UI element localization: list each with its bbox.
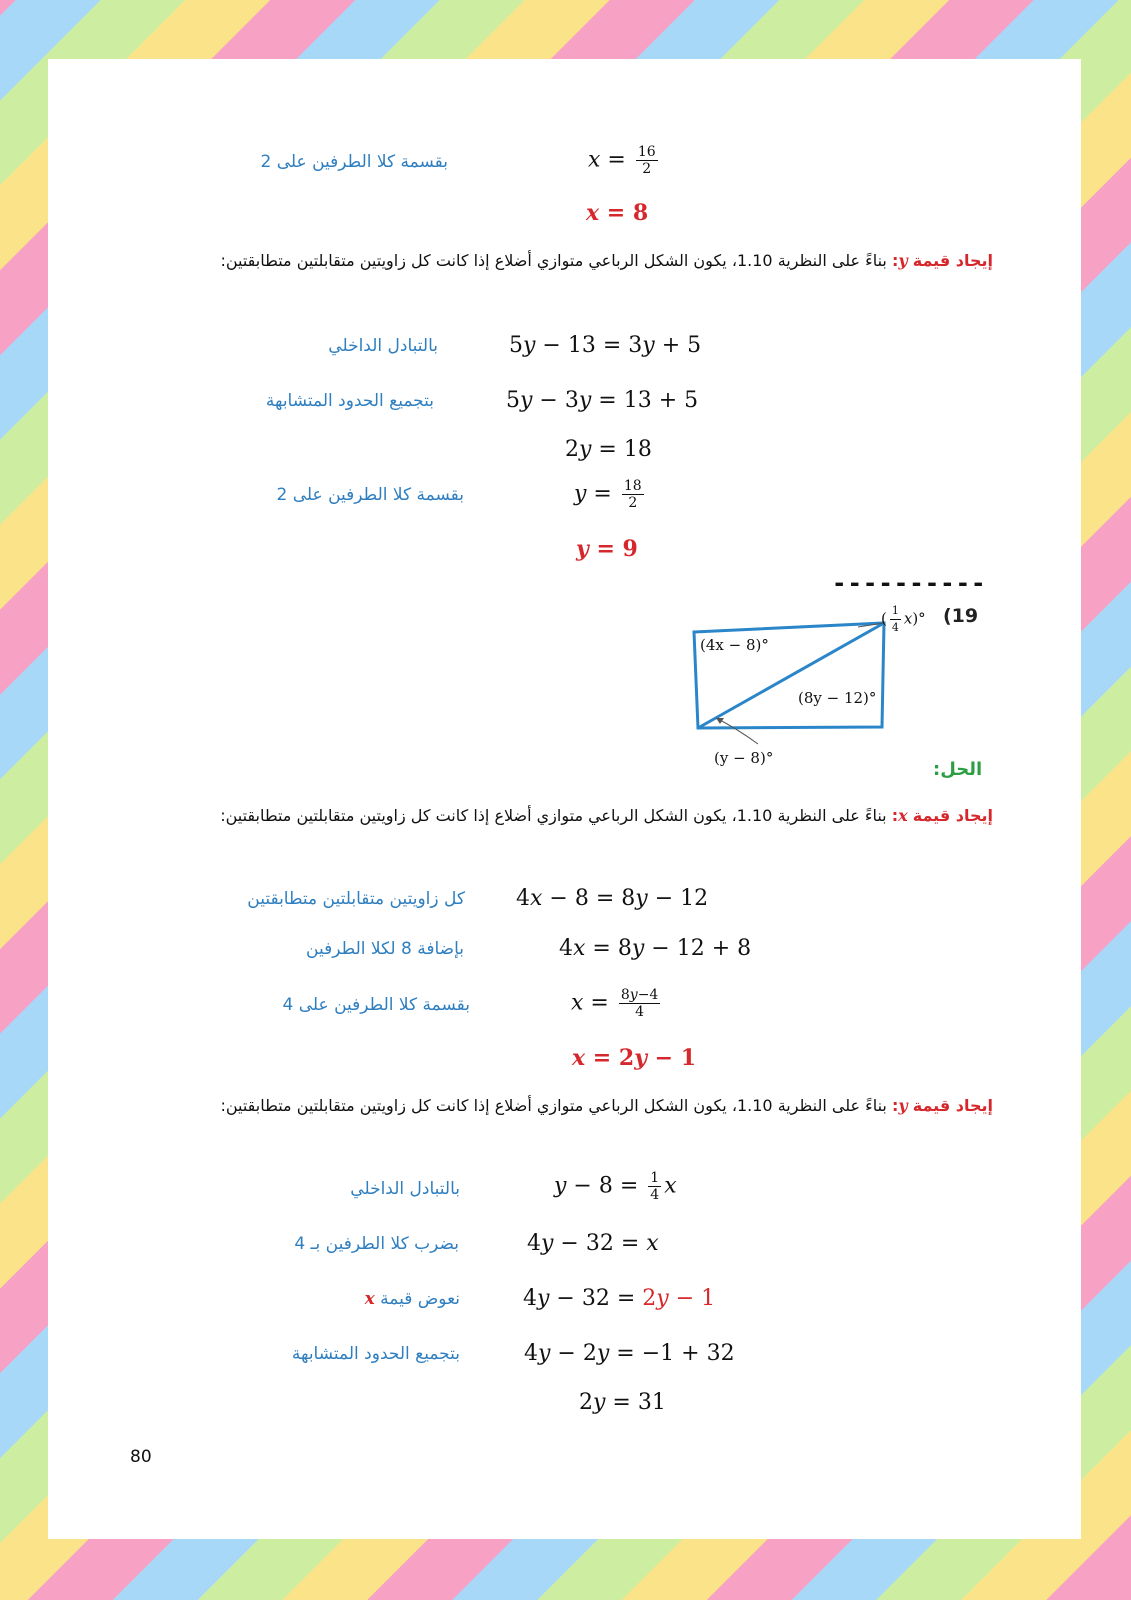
angle-label-quarter-x: ( $\frac{1}{4}$ x)° (881, 604, 926, 634)
equation-2y-31: 2y = 31 (579, 1390, 666, 1415)
quarter-var: x (903, 609, 913, 628)
equation-x-8y-4-over-4: x = $\frac{8y-4}{4}$ (571, 987, 659, 1020)
question-number: (19 (943, 605, 979, 627)
theorem-text: بناءً على النظرية 1.10، يكون الشكل الرباعي متوازي أضلاع إذا كانت كل زاويتين متقابلتين متطابقتين: (220, 806, 887, 825)
quarter-num: 1 (890, 603, 901, 620)
note-alt-interior-1: بالتبادل الداخلي (328, 336, 438, 356)
note-collect-like-1: بتجميع الحدود المتشابهة (265, 391, 434, 411)
angle-label-y-8: (y − 8)° (714, 749, 774, 767)
theorem-text: بناءً على النظرية 1.10، يكون الشكل الرباعي متوازي أضلاع إذا كانت كل زاويتين متقابلتين متطابقتين: (220, 251, 887, 270)
note-collect-like-2: بتجميع الحدود المتشابهة (291, 1344, 460, 1364)
variable-x: x (898, 806, 908, 825)
find-value-label: إيجاد قيمة (912, 806, 993, 825)
equation-4y-2y: 4y − 2y = −1 + 32 (524, 1341, 735, 1366)
equation-4y-32-2y-1: 4y − 32 = 2y − 1 (523, 1286, 716, 1311)
equation-x-16-over-2: x = $\frac{16}{2}$ (588, 144, 656, 177)
note-multiply-by-4: بضرب كلا الطرفين بـ 4 (294, 1234, 459, 1254)
equation-y-8-quarter-x: y − 8 = $\frac{1}{4}$ x (554, 1170, 677, 1203)
note-divide-by-2: بقسمة كلا الطرفين على 2 (260, 152, 448, 172)
equation-4x-8: 4x − 8 = 8y − 12 (516, 886, 709, 911)
note-substitute-x (140, 1289, 460, 1309)
find-value-label: إيجاد قيمة (912, 251, 993, 270)
substitute-text: نعوض قيمة (380, 1289, 460, 1309)
note-divide-by-2b: بقسمة كلا الطرفين على 2 (276, 485, 464, 505)
substitute-var-x: x (364, 1289, 375, 1309)
equation-4y-32-x: 4y − 32 = x (527, 1231, 659, 1256)
result-y-9: y = 9 (576, 536, 638, 562)
colon: : (891, 806, 899, 825)
equation-5y-3y: 5y − 3y = 13 + 5 (506, 388, 699, 413)
equation-y-18-over-2: y = $\frac{18}{2}$ (574, 478, 642, 511)
equation-4x-8y-12-8: 4x = 8y − 12 + 8 (559, 936, 752, 961)
variable-y: y (898, 1096, 908, 1115)
theorem-text: بناءً على النظرية 1.10، يكون الشكل الرباعي متوازي أضلاع إذا كانت كل زاويتين متقابلتين متطابقتين: (220, 1096, 887, 1115)
paragraph-find-y-2 (133, 1086, 993, 1126)
colon: : (891, 1096, 899, 1115)
note-add-8: بإضافة 8 لكلا الطرفين (306, 939, 464, 959)
paragraph-find-y-1 (133, 241, 993, 281)
find-value-label: إيجاد قيمة (912, 1096, 993, 1115)
variable-y: y (898, 251, 908, 270)
equation-2y-18: 2y = 18 (565, 437, 652, 462)
page (48, 59, 1081, 1539)
solution-label: الحل: (933, 759, 983, 780)
angle-label-8y-12: (8y − 12)° (798, 689, 877, 707)
arrow-bottom (716, 718, 758, 744)
page-number: 80 (130, 1447, 152, 1467)
note-divide-by-4: بقسمة كلا الطرفين على 4 (282, 995, 470, 1015)
angle-label-4x-8: (4x − 8)° (700, 636, 769, 654)
equation-5y-13: 5y − 13 = 3y + 5 (509, 333, 702, 358)
quarter-den: 4 (891, 621, 899, 634)
colon: : (891, 251, 899, 270)
separator: ---------- (832, 569, 987, 597)
result-x-8: x = 8 (586, 200, 649, 226)
paragraph-find-x (133, 796, 993, 836)
note-opposite-angles: كل زاويتين متقابلتين متطابقتين (247, 889, 465, 909)
result-x-2y-1: x = 2y − 1 (572, 1045, 697, 1071)
note-alt-interior-2: بالتبادل الداخلي (350, 1179, 460, 1199)
